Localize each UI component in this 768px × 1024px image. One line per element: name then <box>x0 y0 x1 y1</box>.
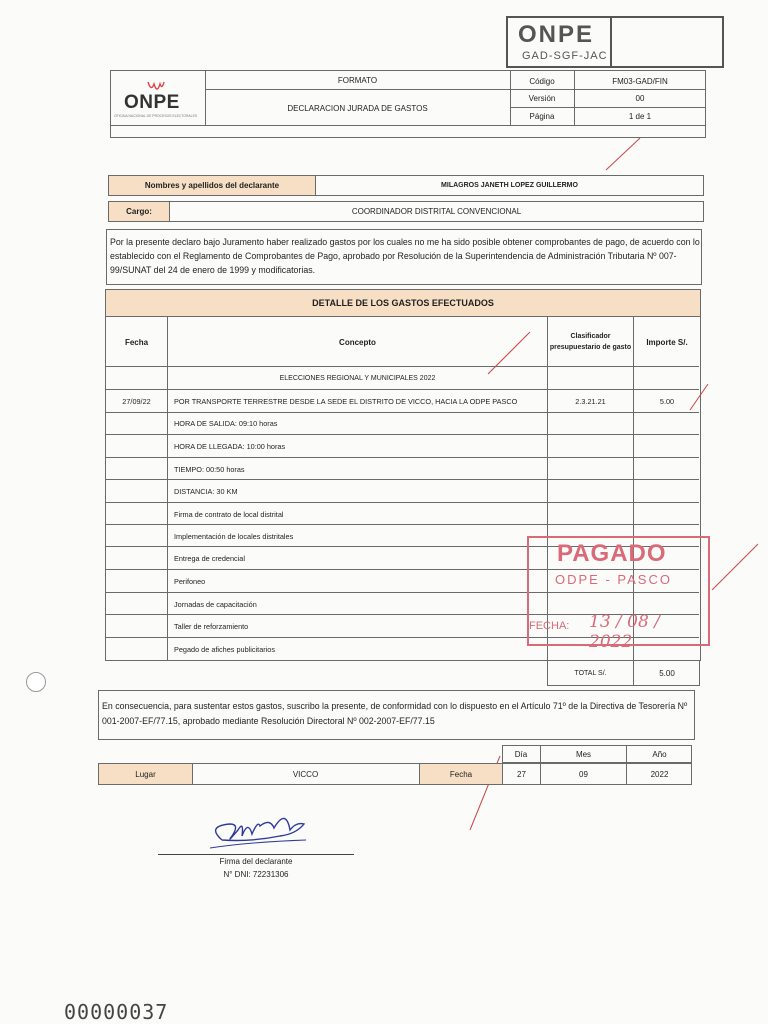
row-concepto: Jornadas de capacitación <box>174 599 257 609</box>
intro-text: Por la presente declaro bajo Juramento haber realizado gastos por los cuales no me ha sido posible obtener comprobantes de pago, de acuerdo con lo establecido con el Reglamento de Comprobantes de Pago, aprobado por Resolución de la Superintendencia de Administración Tributaria Nº 007-99/SUNAT del 24 de enero de 1999 y modificatorias. <box>110 237 700 275</box>
paid-stamp-title: PAGADO <box>557 540 667 567</box>
col-clasificador: Clasificador presupuestario de gasto <box>549 333 632 351</box>
format-label: FORMATO <box>337 75 378 85</box>
role-value: COORDINADOR DISTRITAL CONVENCIONAL <box>351 207 522 216</box>
row-concepto: Perifoneo <box>174 577 206 586</box>
page-label: Página <box>529 112 555 121</box>
row-concepto: POR TRANSPORTE TERRESTRE DESDE LA SEDE EL DISTRITO DE VICCO, HACIA LA ODPE PASCO <box>174 397 518 406</box>
signature-image <box>200 810 320 858</box>
section-label: ELECCIONES REGIONAL Y MUNICIPALES 2022 <box>279 375 436 382</box>
month-value: 09 <box>579 769 588 779</box>
place-value: VICCO <box>192 764 420 784</box>
total-value: 5.00 <box>659 669 675 678</box>
row-concepto: HORA DE LLEGADA: 10:00 horas <box>174 442 286 451</box>
row-concepto: HORA DE SALIDA: 09:10 horas <box>174 419 278 428</box>
signature-dni: N° DNI: 72231306 <box>223 869 289 879</box>
month-label: Mes <box>575 749 592 759</box>
code-value: FM03-GAD/FIN <box>612 76 668 86</box>
code-label: Código <box>529 76 555 86</box>
stamp-title: ONPE <box>518 21 595 48</box>
row-concepto: Taller de reforzamiento <box>174 622 249 631</box>
col-importe: Importe S/. <box>646 337 688 347</box>
logo-text: ONPE <box>124 92 180 113</box>
closing-text: En consecuencia, para sustentar estos gastos, suscribo la presente, de conformidad con lo dispuesto en el Artículo 71º de la Directiva de Tesorería Nº 001-2007-EF/77.15, aprobado mediante Resolución Directoral Nº 002-2007-EF/77.15 <box>102 701 688 726</box>
row-concepto: TIEMPO: 00:50 horas <box>174 464 245 474</box>
paid-stamp-date-label: FECHA: <box>529 620 570 632</box>
document-title: DECLARACION JURADA DE GASTOS <box>287 103 428 113</box>
day-value: 27 <box>517 769 526 779</box>
row-clasificador: 2.3.21.21 <box>575 397 606 406</box>
declarant-name-value: MILAGROS JANETH LOPEZ GUILLERMO <box>441 182 578 189</box>
page-value: 1 de 1 <box>628 112 652 121</box>
year-label: Año <box>652 749 667 759</box>
page-number: 00000037 <box>64 1000 169 1024</box>
total-label: TOTAL S/. <box>574 670 607 677</box>
row-fecha: 27/09/22 <box>122 397 151 406</box>
version-value: 00 <box>635 94 645 103</box>
paid-stamp-office: ODPE - PASCO <box>555 572 672 587</box>
date-label: Fecha <box>420 764 503 784</box>
row-concepto: Firma de contrato de local distrital <box>174 509 284 519</box>
col-fecha: Fecha <box>124 337 149 347</box>
col-concepto: Concepto <box>339 337 376 347</box>
row-concepto: DISTANCIA: 30 KM <box>174 487 238 496</box>
logo-subtitle: OFICINA NACIONAL DE PROCESOS ELECTORALES <box>114 114 198 118</box>
punch-hole <box>26 672 46 692</box>
declarant-name-label: Nombres y apellidos del declarante <box>109 176 316 195</box>
place-label: Lugar <box>99 764 193 784</box>
table-title: DETALLE DE LOS GASTOS EFECTUADOS <box>106 290 700 317</box>
version-label: Versión <box>528 94 556 103</box>
paid-stamp-date: 13 / 08 / 2022 <box>589 612 660 652</box>
row-concepto: Entrega de credencial <box>174 554 245 563</box>
signature-label: Firma del declarante <box>219 856 293 866</box>
row-concepto: Implementación de locales distritales <box>174 531 294 541</box>
year-value: 2022 <box>650 769 669 779</box>
row-concepto: Pegado de afiches publicitarios <box>174 645 276 654</box>
paid-stamp <box>527 536 710 652</box>
row-importe: 5.00 <box>659 397 675 406</box>
stamp-code: GAD-SGF-JAC <box>522 50 608 62</box>
day-label: Día <box>514 749 528 759</box>
role-label: Cargo: <box>109 202 170 221</box>
